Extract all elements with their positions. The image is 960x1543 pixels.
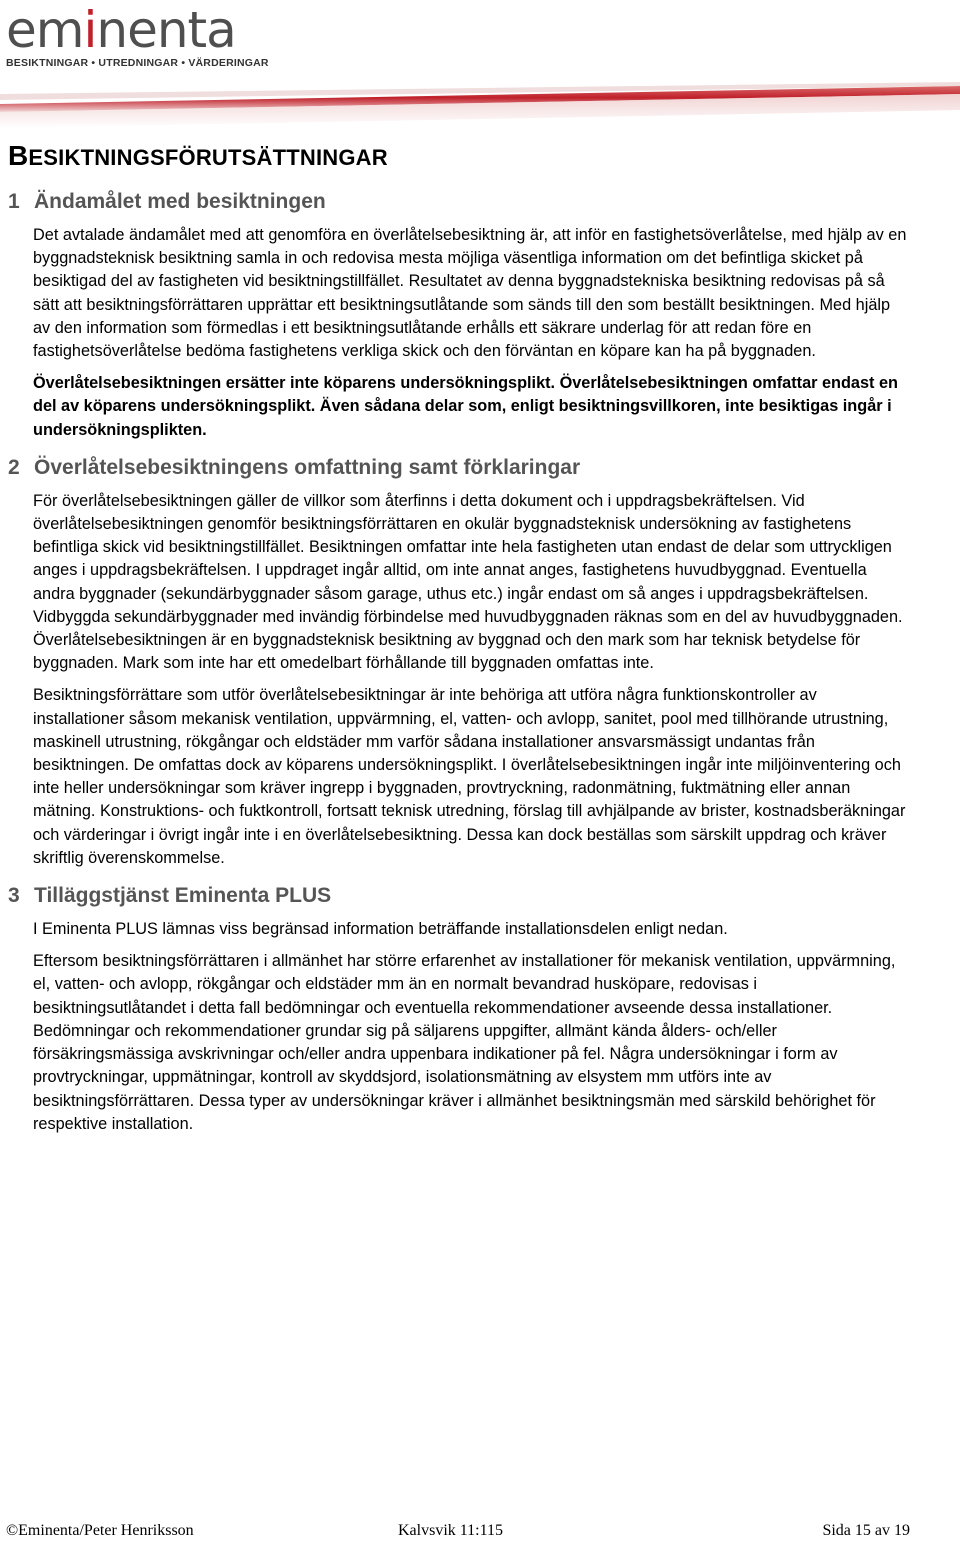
page-header [0, 0, 960, 130]
page-footer [0, 1522, 960, 1542]
section-title: Ändamålet med besiktningen [34, 190, 326, 213]
section-number: 3 [8, 884, 20, 908]
title-rest: ESIKTNINGSFÖRUTSÄTTNINGAR [28, 145, 388, 170]
logo-text-end: nenta [96, 1, 236, 59]
body-paragraph: I Eminenta PLUS lämnas viss begränsad information beträffande installationsdelen enligt nedan. [33, 920, 728, 939]
title-initial: B [8, 140, 29, 171]
body-paragraph: Det avtalade ändamålet med att genomföra en överlåtelsebesiktning är, att inför en fastighetsöverlåtelse, med hjälp av en byggnadsteknisk besiktning samla in och redovisa mesta möjliga väsentliga information om det befintliga skicket på besiktigad del av fastigheten vid besiktningstillfället. Resultatet av denna byggnadstekniska besiktning redovisas på så sätt att besiktningsförrättaren upprättar ett besiktningsutlåtande som sänds till den som beställt besiktningen. Med hjälp av den information som förmedlas i ett besiktningsutlåtande erhålls ett säkrare underlag för att redan före en fastighetsöverlåtelse bedöma fastighetens verkliga skick och den förväntan en köpare kan ha på byggnaden. [33, 226, 907, 361]
document-title [8, 140, 908, 172]
company-logo [6, 0, 236, 62]
section-2 [8, 456, 908, 870]
logo-text-start: em [6, 1, 84, 59]
section-heading [8, 456, 908, 480]
document-body [8, 140, 908, 1145]
bold-paragraph: Överlåtelsebesiktningen ersätter inte köparens undersökningsplikt. Överlåtelsebesiktningen omfattar endast en del av köparens undersökningsplikt. Även sådana delar som, enligt besiktningsvillkoren, inte besiktigas ingår i undersökningsplikten. [33, 374, 898, 439]
section-heading [8, 190, 908, 214]
header-swoosh-band [0, 80, 960, 128]
section-number: 2 [8, 455, 20, 479]
footer-copyright: ©Eminenta/Peter Henriksson [6, 1522, 194, 1539]
logo-text-accent: i [83, 1, 97, 59]
section-title: Överlåtelsebesiktningens omfattning samt förklaringar [34, 455, 581, 479]
section-title: Tilläggstjänst Eminenta PLUS [34, 884, 332, 908]
body-paragraph: Eftersom besiktningsförrättaren i allmänhet har större erfarenhet av installationer för mekanisk ventilation, uppvärmning, el, vatten- och avlopp, rökgångar och eldstäder mm än en normalt bevandrad husköpare, redovisas i besiktningsutlåtandet i detta fall bedömningar och eventuella rekommendationer avseende dessa installationer. Bedömningar och rekommendationer grundar sig på säljarens uppgifter, allmänt kända ålders- och/eller försäkringsmässiga avskrivningar och/eller andra uppenbara indikationer på fel. Några undersökningar i form av provtryckningar, uppmätningar, kontroll av skyddsjord, isolationsmätning av elsystem mm utförs inte av besiktningsförrättaren. Dessa typer av undersökningar kräver i allmänhet besiktningsmän med särskild behörighet för respektive installation. [33, 952, 896, 1133]
section-number: 1 [8, 190, 20, 213]
section-1 [8, 190, 908, 442]
footer-page-number: Sida 15 av 19 [822, 1522, 910, 1539]
footer-property: Kalvsvik 11:115 [398, 1522, 504, 1539]
body-paragraph: Besiktningsförrättare som utför överlåtelsebesiktningar är inte behöriga att utföra några funktionskontroller av installationer såsom mekanisk ventilation, uppvärmning, el, vatten- och avlopp, sanitet, pool med tillhörande utrustning, maskinell utrustning, rökgångar och eldstäder mm varför sådana installationer ansvarsmässigt undantas från besiktningen. De omfattas dock av köparens undersökningsplikt. I överlåtelsebesiktningen ingår inte miljöinventering och inte heller undersökningar som kräver ingrepp i byggnaden, provtryckning, radonmätning, fuktmätning eller annan mätning. Konstruktions- och fuktkontroll, fortsatt teknisk utredning, förslag till avhjälpande av brister, kostnadsberäkningar och värderingar i övrigt ingår inte i en överlåtelsebesiktning. Dessa kan dock beställas som särskilt uppdrag och kräver skriftlig överenskommelse. [33, 686, 906, 867]
logo-tagline: BESIKTNINGAR • UTREDNINGAR • VÄRDERINGAR [6, 57, 269, 69]
section-heading [8, 884, 908, 908]
section-3 [8, 884, 908, 1136]
body-paragraph: För överlåtelsebesiktningen gäller de villkor som återfinns i detta dokument och i uppdragsbekräftelsen. Vid överlåtelsebesiktningen genomför besiktningsförrättaren en okulär byggnadsteknisk undersökning av fastighetens befintliga skick vid besiktningstillfället. Besiktningen omfattar inte hela fastigheten utan endast de delar som uttryckligen anges i uppdragsbekräftelsen. I uppdraget ingår alltid, om inte annat anges, fastighetens huvudbyggnad. Eventuella andra byggnader (sekundärbyggnader såsom garage, uthus etc.) ingår endast om så anges i uppdragsbekräftelsen. Vidbyggda sekundärbyggnader med invändig förbindelse med huvudbyggnaden räknas som en del av huvudbyggnaden. Överlåtelsebesiktningen är en byggnadsteknisk besiktning av byggnad och den mark som har teknisk betydelse för byggnaden. Mark som inte har ett omedelbart förhållande till byggnaden omfattas inte. [33, 491, 903, 673]
